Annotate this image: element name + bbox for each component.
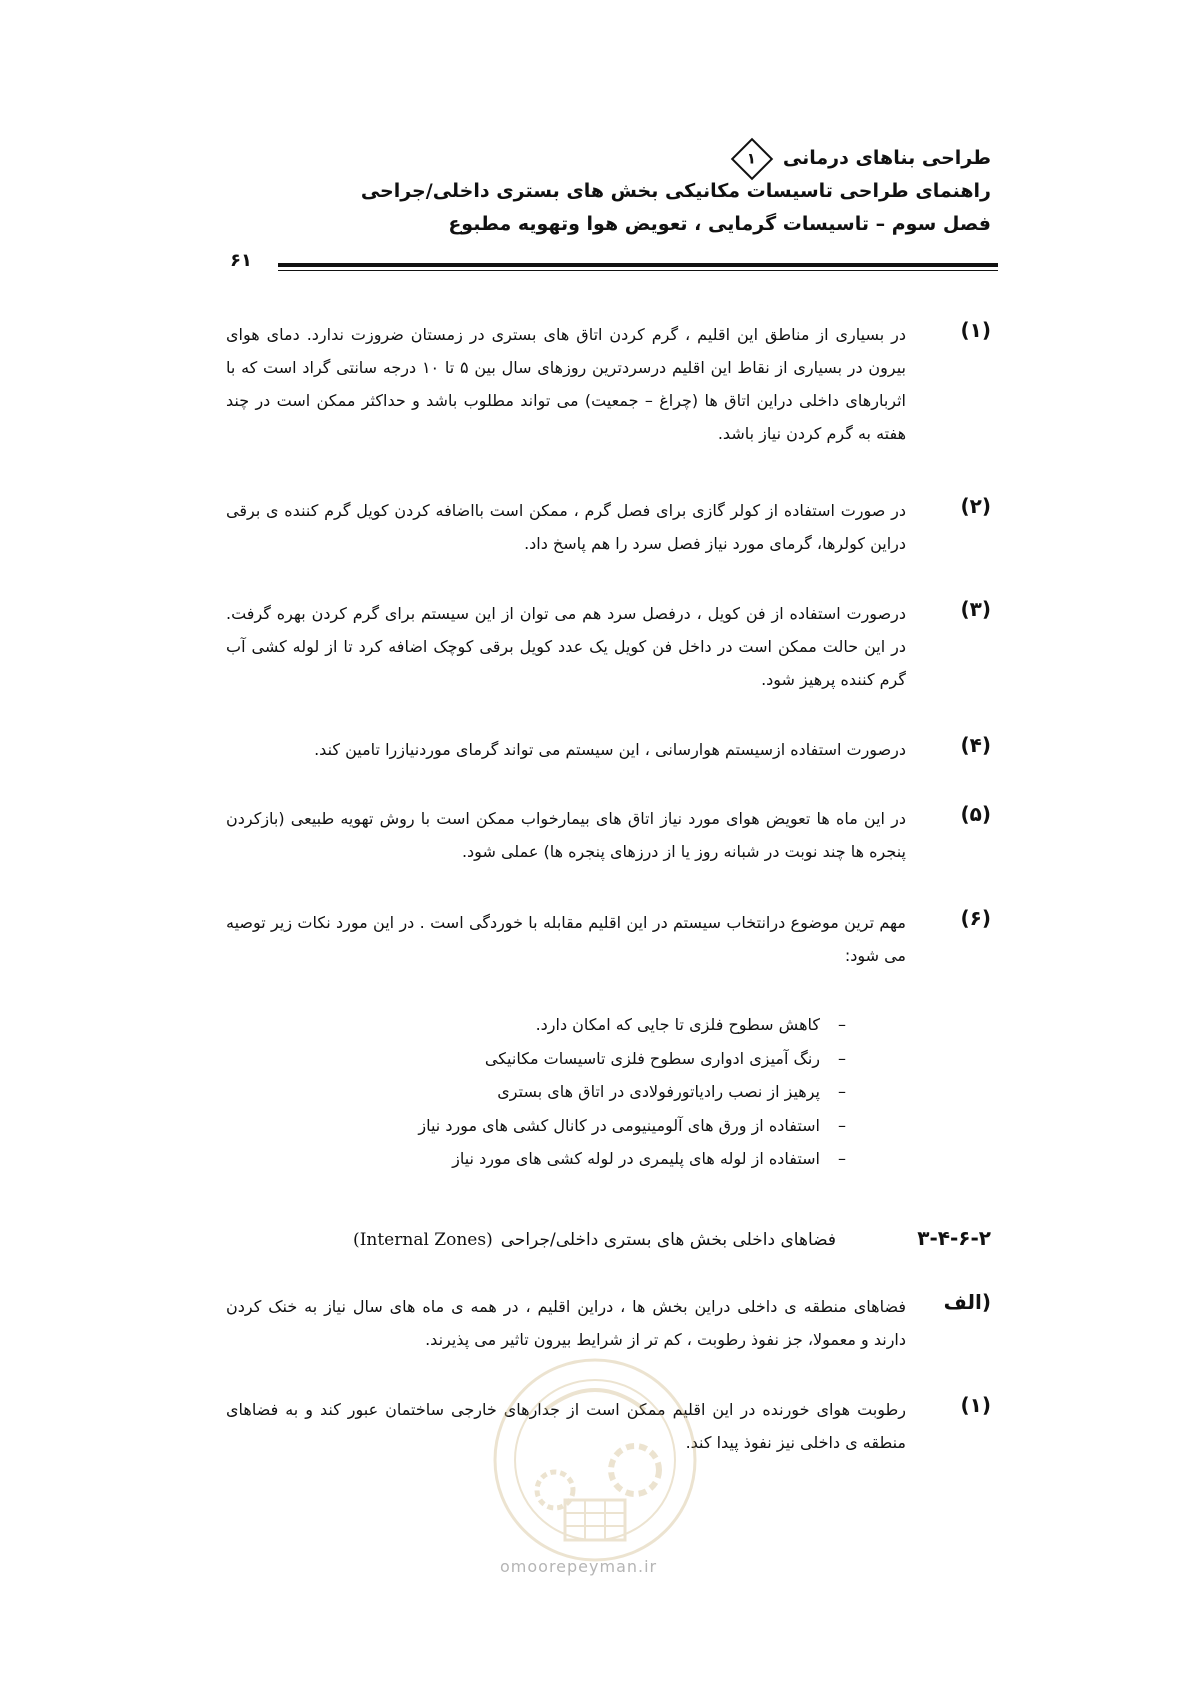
paragraph-text: درصورت استفاده ازسیستم هوارسانی ، این سیستم می تواند گرمای موردنیازرا تامین کند. (314, 740, 906, 759)
volume-badge-icon (731, 137, 773, 179)
paragraph-number: (۲) (960, 494, 991, 518)
section-title: فضاهای داخلی بخش های بستری داخلی/جراحی (500, 1230, 836, 1250)
paragraph-number: (۴) (960, 733, 991, 757)
list-item-text: استفاده از ورق های آلومینیومی در کانال کشی های مورد نیاز (418, 1115, 820, 1135)
volume-number: ۱ (747, 149, 757, 167)
paragraph-number: (۱) (960, 318, 991, 342)
list-item (418, 1042, 846, 1076)
header-line-1 (191, 142, 991, 175)
bullet-dash: – (838, 1115, 846, 1135)
bullet-dash: – (838, 1048, 846, 1068)
list-item-text: رنگ آمیزی ادواری سطوح فلزی تاسیسات مکانیکی (484, 1048, 820, 1068)
section-heading (353, 1226, 991, 1250)
book-title: طراحی بناهای درمانی (782, 147, 991, 169)
paragraph-number: (۳) (960, 597, 991, 621)
paragraph-text: رطوبت هوای خورنده در این اقلیم ممکن است از جدارهای خارجی ساختمان عبور کند و به فضاهای منطقه ی داخلی نیز نفوذ پیدا کند. (226, 1400, 906, 1452)
paragraph-text: در بسیاری از مناطق این اقلیم ، گرم کردن اتاق های بستری در زمستان ضروزت ندارد. دمای هوای بیرون در بسیاری از نقاط این اقلیم درسردترین روزهای سال بین ۵ تا ۱۰ درجه سانتی گراد است که با اثربارهای داخلی دراین اتاق ها (چراغ – جمعیت) می تواند مطلوب باشد و حداکثر ممکن است در چند هفته به گرم کردن نیاز باشد. (226, 325, 907, 443)
document-header (191, 142, 991, 241)
list-item (418, 1142, 846, 1176)
chapter-title: فصل سوم – تاسیسات گرمایی ، تعویض هوا وتهویه مطبوع (448, 213, 991, 235)
watermark-url: omoorepeyman.ir (500, 1557, 658, 1576)
section-title-english: (Internal Zones) (353, 1230, 493, 1250)
list-item (418, 1109, 846, 1143)
paragraph-text: در این ماه ها تعویض هوای مورد نیاز اتاق های بیمارخواب ممکن است با روش تهویه طبیعی (بازکردن پنجره ها چند نوبت در شبانه روز یا از درزهای پنجره ها) عملی شود. (226, 809, 906, 861)
bullet-dash: – (838, 1082, 846, 1101)
header-rule-thin (278, 270, 998, 271)
paragraph-number: الف) (943, 1290, 991, 1314)
seal-logo-icon (485, 1350, 705, 1580)
header-rule-thick (278, 263, 998, 267)
header-subtitle: راهنمای طراحی تاسیسات مکانیکی بخش های بستری داخلی/جراحی (360, 180, 991, 202)
list-item (418, 1008, 846, 1042)
paragraph-text: درصورت استفاده از فن کویل ، درفصل سرد هم می توان از این سیستم برای گرم کردن بهره گرفت. در این حالت ممکن است در داخل فن کویل یک عدد کویل برقی کوچک اضافه کرد تا از لوله کشی آب گرم کننده پرهیز شود. (226, 604, 906, 689)
section-number: ۳-۴-۶-۲ (917, 1226, 991, 1250)
list-item-text: استفاده از لوله های پلیمری در لوله کشی های مورد نیاز (452, 1149, 820, 1168)
list-item (418, 1075, 846, 1109)
bullet-dash: – (838, 1015, 846, 1034)
recommendation-list (418, 1008, 846, 1176)
page-number: ۶۱ (230, 250, 252, 271)
paragraph-number: (۱) (960, 1393, 991, 1417)
paragraph-text: فضاهای منطقه ی داخلی دراین بخش ها ، دراین اقلیم ، در همه ی ماه های سال نیاز به خنک کردن دارند و معمولا، جز نفوذ رطوبت ، کم تر از شرایط بیرون تاثیر می پذیرند. (226, 1297, 906, 1349)
list-item-text: کاهش سطوح فلزی تا جایی که امکان دارد. (535, 1015, 820, 1034)
list-item-text: پرهیز از نصب رادیاتورفولادی در اتاق های بستری (497, 1082, 820, 1101)
paragraph-number: (۵) (960, 802, 991, 826)
paragraph-text: در صورت استفاده از کولر گازی برای فصل گرم ، ممکن است بااضافه کردن کویل گرم کننده ی برقی دراین کولرها، گرمای مورد نیاز فصل سرد را هم پاسخ داد. (226, 501, 906, 553)
header-rule (230, 250, 998, 274)
bullet-dash: – (838, 1149, 846, 1168)
paragraph-text: مهم ترین موضوع درانتخاب سیستم در این اقلیم مقابله با خوردگی است . در این مورد نکات زیر توصیه می شود: (226, 913, 906, 965)
paragraph-number: (۶) (960, 906, 991, 930)
